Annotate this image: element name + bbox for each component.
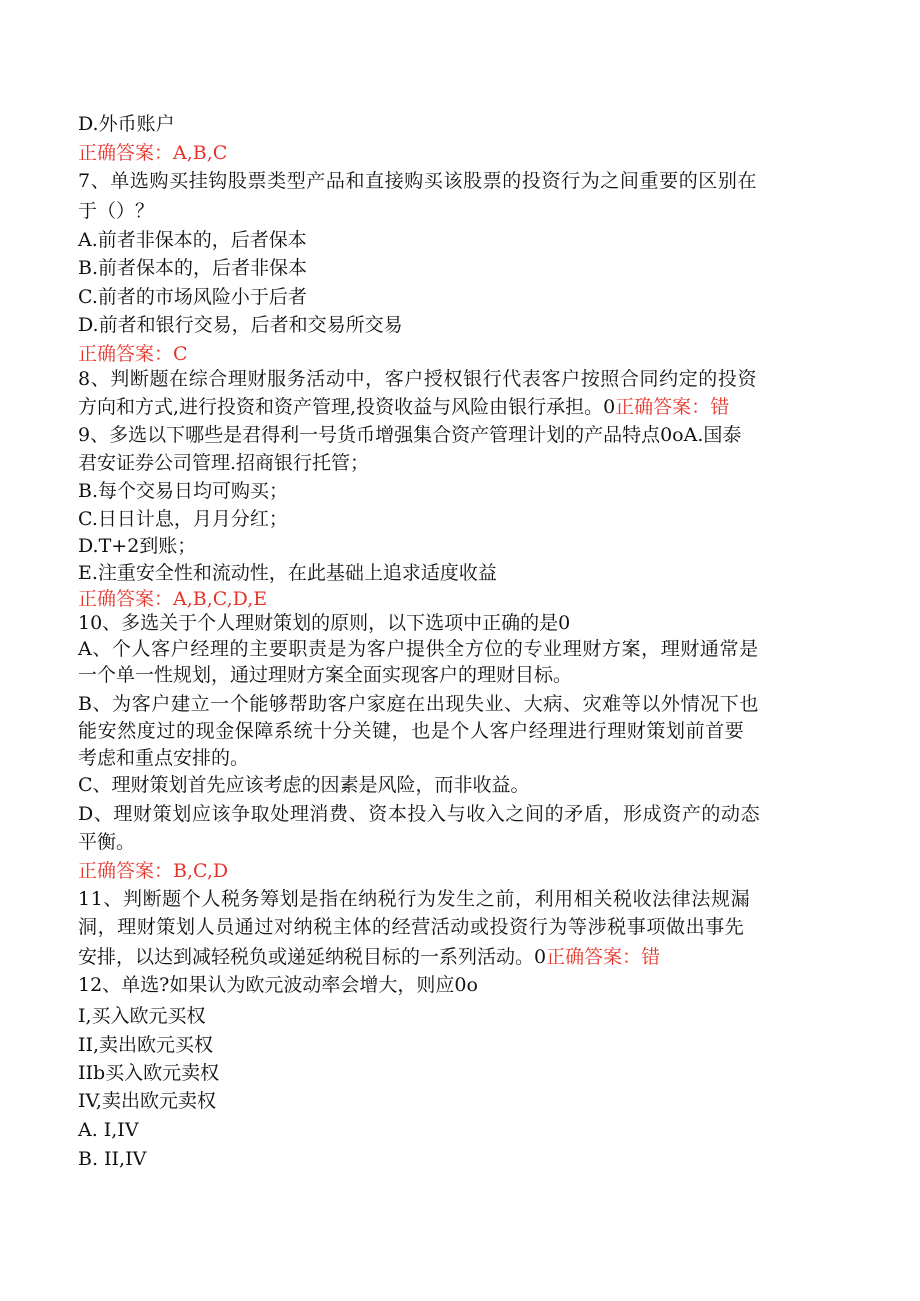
question-9-cont: 君安证券公司管理.招商银行托管；: [78, 452, 370, 474]
question-10: 10、多选关于个人理财策划的原则，以下选项中正确的是0: [78, 612, 571, 634]
item-ii-q12: II,卖出欧元买权: [78, 1034, 214, 1056]
answer-q7: 正确答案：C: [78, 343, 188, 365]
option-b-q10: B、为客户建立一个能够帮助客户家庭在出现失业、大病、灾难等以外情况下也: [78, 693, 759, 715]
question-8-cont: 方向和方式,进行投资和资产管理,投资收益与风险由银行承担。0正确答案：错: [78, 396, 730, 418]
question-9: 9、多选以下哪些是君得利一号货币增强集合资产管理计划的产品特点0oA.国泰: [78, 424, 742, 446]
question-7: 7、单选购买挂钩股票类型产品和直接购买该股票的投资行为之间重要的区别在: [78, 170, 758, 192]
question-11: 11、判断题个人税务筹划是指在纳税行为发生之前，利用相关税收法律法规漏: [78, 888, 751, 910]
option-e-q9: E.注重安全性和流动性，在此基础上追求适度收益: [78, 562, 497, 584]
option-a-q7: A.前者非保本的，后者保本: [78, 229, 307, 251]
answer-q9: 正确答案：A,B,C,D,E: [78, 588, 268, 610]
item-iii-q12: IIb买入欧元卖权: [78, 1062, 220, 1084]
item-iv-q12: IV,卖出欧元卖权: [78, 1090, 216, 1112]
option-a-q10-cont: 一个单一性规划，通过理财方案全面实现客户的理财目标。: [78, 664, 573, 686]
item-i-q12: I,买入欧元买权: [78, 1005, 206, 1027]
option-a-q10: A、个人客户经理的主要职责是为客户提供全方位的专业理财方案，理财通常是: [78, 638, 759, 660]
answer-q6: 正确答案：A,B,C: [78, 142, 228, 164]
option-c-q7: C.前者的市场风险小于后者: [78, 286, 307, 308]
option-d-q9: D.T+2到账；: [78, 535, 197, 557]
option-c-q10: C、理财策划首先应该考虑的因素是风险，而非收益。: [78, 774, 530, 796]
option-b-q9: B.每个交易日均可购买；: [78, 480, 289, 502]
option-a-q12: A. I,IV: [78, 1119, 139, 1141]
option-b-q10-cont2: 考虑和重点安排的。: [78, 747, 250, 769]
question-12: 12、单选?如果认为欧元波动率会增大，则应0o: [78, 974, 478, 996]
option-c-q9: C.日日计息，月月分红；: [78, 508, 288, 530]
answer-q10: 正确答案：B,C,D: [78, 860, 229, 882]
option-b-q10-cont: 能安然度过的现金保障系统十分关键，也是个人客户经理进行理财策划前首要: [78, 720, 745, 742]
question-7-cont: 于（）？: [78, 200, 155, 222]
option-d-q10: D、理财策划应该争取处理消费、资本投入与收入之间的矛盾，形成资产的动态: [78, 803, 761, 825]
option-d-q10-cont: 平衡。: [78, 831, 136, 853]
option-d-q7: D.前者和银行交易，后者和交易所交易: [78, 314, 403, 336]
question-11-cont2: 安排，以达到减轻税负或递延纳税目标的一系列活动。0正确答案：错: [78, 946, 661, 968]
question-8: 8、判断题在综合理财服务活动中，客户授权银行代表客户按照合同约定的投资: [78, 368, 758, 390]
option-d-q6: D.外币账户: [78, 113, 175, 135]
answer-q11: 正确答案：错: [546, 946, 661, 968]
question-11-cont: 洞，理财策划人员通过对纳税主体的经营活动或投资行为等涉税事项做出事先: [78, 916, 745, 938]
option-b-q12: B. II,IV: [78, 1148, 147, 1170]
answer-q8: 正确答案：错: [615, 396, 730, 418]
option-b-q7: B.前者保本的，后者非保本: [78, 257, 308, 279]
